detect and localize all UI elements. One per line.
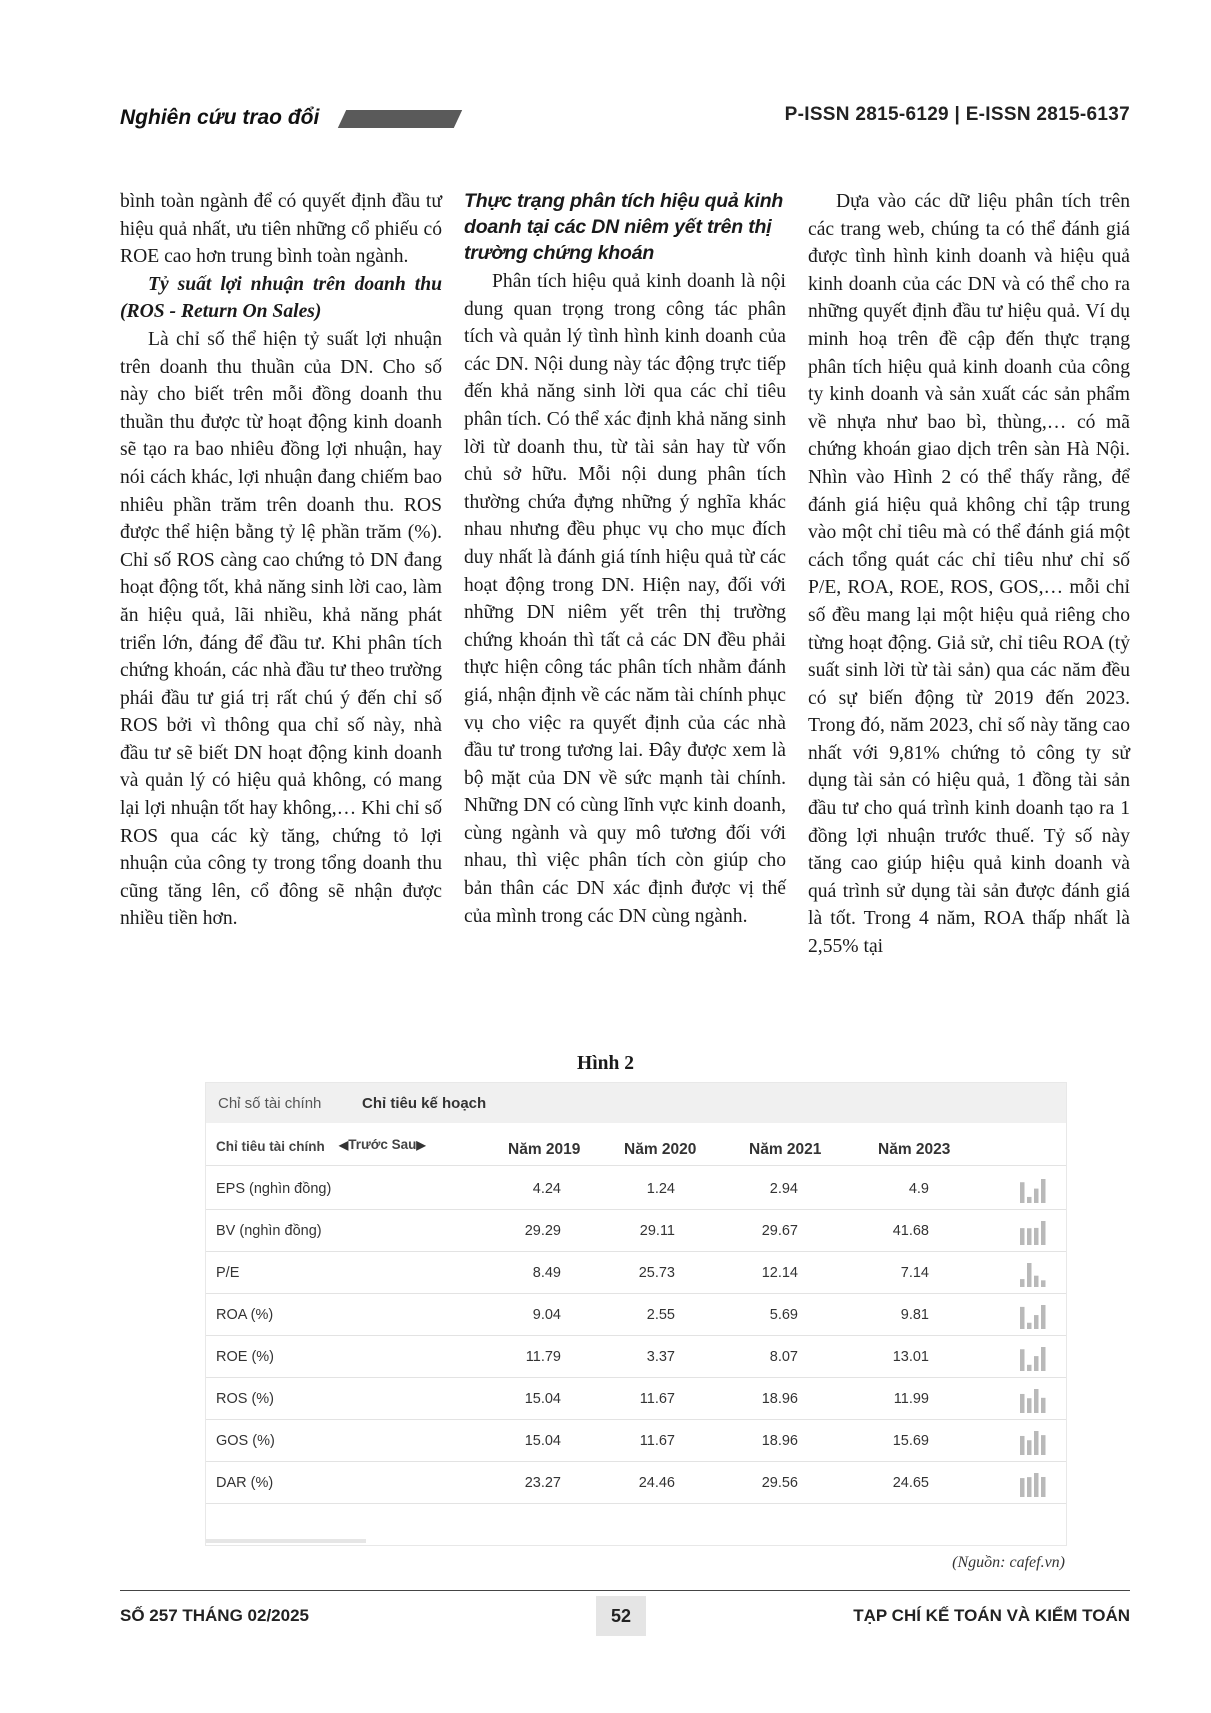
year-header: Năm 2023 <box>878 1141 951 1158</box>
spark-bar <box>1027 1398 1032 1413</box>
figure-tab-bar <box>206 1083 1066 1123</box>
table-row <box>206 1461 1066 1504</box>
row-label: ROS (%) <box>216 1391 274 1407</box>
spark-bar <box>1027 1477 1032 1497</box>
row-label: GOS (%) <box>216 1433 275 1449</box>
figure-source: (Nguồn: cafef.vn) <box>952 1554 1065 1571</box>
mini-bar-chart-icon <box>1019 1429 1049 1455</box>
header-decorative-bar <box>338 110 462 128</box>
spark-bar <box>1034 1473 1039 1497</box>
nav-next-button[interactable]: Sau <box>391 1137 417 1152</box>
value-cell: 9.81 <box>900 1307 929 1323</box>
year-header: Năm 2020 <box>624 1141 697 1158</box>
table-row <box>206 1377 1066 1420</box>
value-cell: 8.49 <box>532 1265 561 1281</box>
value-cell: 29.11 <box>639 1223 675 1239</box>
value-cell: 2.94 <box>769 1181 798 1197</box>
value-cell: 23.27 <box>524 1475 561 1491</box>
column-1 <box>120 188 442 933</box>
spark-bar <box>1041 1280 1046 1287</box>
value-cell: 25.73 <box>638 1265 675 1281</box>
spark-bar <box>1041 1221 1046 1245</box>
column-2 <box>464 188 786 930</box>
triangle-left-icon[interactable]: ◀ <box>339 1138 349 1152</box>
spark-bar <box>1034 1389 1039 1413</box>
section-heading: Thực trạng phân tích hiệu quả kinh doanh tại các DN niêm yết trên thị trường chứng khoán <box>464 190 784 264</box>
table-row <box>206 1419 1066 1462</box>
spark-bar <box>1020 1349 1025 1371</box>
spark-bar <box>1041 1347 1046 1371</box>
paragraph: Dựa vào các dữ liệu phân tích trên các trang web, chúng ta có thể đánh giá được tình hình kinh doanh và hiệu quả kinh doanh của các DN và có thể cho ra những quyết định đầu tư hiệu quả. Ví dụ minh hoạ trên đề cập đến thực trạng phân tích hiệu quả kinh doanh của công ty kinh doanh và sản xuất các sản phẩm về nhựa như bao bì, thùng,… có mã chứng khoán giao dịch trên sàn Hà Nội. Nhìn vào Hình 2 có thể thấy rằng, để đánh giá hiệu quả không chỉ tập trung vào một chỉ tiêu mà có thể đánh giá một cách tổng quát các chỉ tiêu như chỉ số P/E, ROA, ROE, ROS, GOS,… mỗi chỉ số đều mang lại một hiệu quả riêng cho từng hoạt động. Giả sử, chỉ tiêu ROA (tỷ suất sinh lời từ tài sản) qua các năm đều có sự biến động từ 2019 đến 2023. Trong đó, năm 2023, chỉ số này tăng cao nhất với 9,81% chứng tỏ công ty sử dụng tài sản có hiệu quả, 1 đồng tài sản đầu tư cho quá trình kinh doanh tạo ra 1 đồng lợi nhuận trước thuế. Tỷ số này tăng cao giúp hiệu quả kinh doanh và quá trình sử dụng tài sản được đánh giá là tốt. Trong 4 năm, ROA thấp nhất là 2,55% tại <box>808 191 1130 958</box>
value-cell: 4.24 <box>532 1181 561 1197</box>
spark-bar <box>1027 1365 1032 1371</box>
value-cell: 9.04 <box>532 1307 561 1323</box>
value-cell: 7.14 <box>900 1265 929 1281</box>
value-cell: 3.37 <box>646 1349 675 1365</box>
value-cell: 8.07 <box>769 1349 798 1365</box>
year-header: Năm 2019 <box>508 1141 581 1158</box>
nav-prev-button[interactable]: Trước <box>348 1137 388 1152</box>
footer-divider <box>120 1590 1130 1591</box>
value-cell: 15.69 <box>892 1433 929 1449</box>
value-cell: 24.46 <box>638 1475 675 1491</box>
journal-name: TẠP CHÍ KẾ TOÁN VÀ KIỂM TOÁN <box>853 1606 1130 1625</box>
spark-bar <box>1041 1305 1046 1329</box>
table-row <box>206 1209 1066 1252</box>
spark-bar <box>1041 1435 1046 1455</box>
spark-bar <box>1027 1197 1032 1203</box>
value-cell: 5.69 <box>769 1307 798 1323</box>
spark-bar <box>1034 1189 1039 1203</box>
year-header: Năm 2021 <box>749 1141 822 1158</box>
row-label: DAR (%) <box>216 1475 274 1491</box>
spark-bar <box>1020 1279 1025 1287</box>
value-cell: 24.65 <box>892 1475 929 1491</box>
row-label: ROE (%) <box>216 1349 274 1365</box>
row-label: BV (nghìn đồng) <box>216 1223 322 1239</box>
mini-bar-chart-icon <box>1019 1177 1049 1203</box>
column-3 <box>808 188 1130 961</box>
table-row <box>206 1335 1066 1378</box>
spark-bar <box>1020 1436 1025 1455</box>
table-row <box>206 1293 1066 1336</box>
value-cell: 11.99 <box>893 1391 929 1407</box>
tab-financial-ratios[interactable]: Chỉ số tài chính <box>218 1095 322 1112</box>
spark-bar <box>1041 1179 1046 1203</box>
mini-bar-chart-icon <box>1019 1345 1049 1371</box>
value-cell: 2.55 <box>646 1307 675 1323</box>
spark-bar <box>1020 1478 1025 1497</box>
tab-plan-targets[interactable]: Chỉ tiêu kế hoạch <box>362 1095 487 1112</box>
spark-bar <box>1027 1323 1032 1329</box>
value-cell: 18.96 <box>761 1391 798 1407</box>
spark-bar <box>1041 1477 1046 1497</box>
value-cell: 11.79 <box>525 1349 561 1365</box>
spark-bar <box>1020 1228 1025 1245</box>
spark-bar <box>1034 1431 1039 1455</box>
value-cell: 4.9 <box>908 1181 929 1197</box>
row-label: EPS (nghìn đồng) <box>216 1181 332 1197</box>
section-title: Nghiên cứu trao đổi <box>120 106 320 129</box>
value-cell: 1.24 <box>646 1181 675 1197</box>
mini-bar-chart-icon <box>1019 1303 1049 1329</box>
spark-bar <box>1034 1228 1039 1245</box>
issn-label: P-ISSN 2815-6129 | E-ISSN 2815-6137 <box>784 104 1130 125</box>
paragraph: Phân tích hiệu quả kinh doanh là nội dung quan trọng trong công tác phân tích và quản lý tình hình kinh doanh của các DN. Nội dung này tác động trực tiếp đến khả năng sinh lời qua các chỉ tiêu phân tích. Có thể xác định khả năng sinh lời từ doanh thu, từ tài sản hay từ vốn chủ sở hữu. Mỗi nội dung phân tích thường chứa đựng những ý nghĩa khác nhau nhưng đều phục vụ cho mục đích duy nhất là đánh giá tính hiệu quả từ các hoạt động trong DN. Hiện nay, đối với những DN niêm yết trên thị trường chứng khoán thì tất cả các DN đều phải thực hiện công tác phân tích nhằm đánh giá, nhận định về các năm tài chính phục vụ cho việc ra quyết định của các nhà đầu tư trong tương lai. Đây được xem là bộ mặt của DN về sức mạnh tài chính. Những DN có cùng lĩnh vực kinh doanh, cùng ngành và quy mô tương đối với nhau, thì việc phân tích còn giúp cho bản thân các DN xác định được vị thế của mình trong các DN cùng ngành. <box>464 271 786 927</box>
value-cell: 15.04 <box>524 1391 561 1407</box>
value-cell: 29.56 <box>761 1475 798 1491</box>
subheading-ros: Tỷ suất lợi nhuận trên doanh thu (ROS - Return On Sales) <box>120 273 442 323</box>
spark-bar <box>1020 1394 1025 1413</box>
value-cell: 41.68 <box>892 1223 929 1239</box>
spark-bar <box>1034 1315 1039 1329</box>
value-cell: 13.01 <box>892 1349 929 1365</box>
page-number: 52 <box>596 1596 646 1636</box>
page-header <box>120 100 1130 140</box>
spark-bar <box>1041 1398 1046 1413</box>
mini-bar-chart-icon <box>1019 1471 1049 1497</box>
period-nav <box>339 1137 426 1152</box>
row-label: P/E <box>216 1265 240 1281</box>
table-row <box>206 1251 1066 1294</box>
spark-bar <box>1020 1307 1025 1329</box>
triangle-right-icon[interactable]: ▶ <box>416 1138 426 1152</box>
spark-bar <box>1034 1356 1039 1371</box>
table-header <box>206 1125 1066 1166</box>
value-cell: 18.96 <box>761 1433 798 1449</box>
mini-bar-chart-icon <box>1019 1261 1049 1287</box>
horizontal-scrollbar[interactable] <box>206 1539 366 1543</box>
spark-bar <box>1027 1440 1032 1455</box>
spark-bar <box>1027 1228 1032 1245</box>
spark-bar <box>1027 1263 1032 1287</box>
paragraph: Là chỉ số thể hiện tỷ suất lợi nhuận trên doanh thu thuần của DN. Cho số này cho biết trên mỗi đồng doanh thu thuần thu được từ hoạt động kinh doanh sẽ tạo ra bao nhiêu đồng lợi nhuận, hay nói cách khác, lợi nhuận đang chiếm bao nhiêu phần trăm trên doanh thu. ROS được thể hiện bằng tỷ lệ phần trăm (%). Chỉ số ROS càng cao chứng tỏ DN đang hoạt động tốt, khả năng sinh lời cao, làm ăn hiệu quả, lãi nhiều, khả năng phát triển lớn, đáng để đầu tư. Khi phân tích chứng khoán, các nhà đầu tư theo trường phái đầu tư giá trị rất chú ý đến chỉ số ROS bởi vì thông qua chỉ số này, nhà đầu tư sẽ biết DN hoạt động kinh doanh và quản lý có hiệu quả không, có mang lại lợi nhuận tốt hay không,… Khi chỉ số ROS qua các kỳ tăng, chứng tỏ lợi nhuận của công ty trong tổng doanh thu cũng tăng lên, cổ đông sẽ nhận được nhiều tiền hơn. <box>120 328 442 930</box>
mini-bar-chart-icon <box>1019 1219 1049 1245</box>
figure-title: Hình 2 <box>577 1053 634 1074</box>
spark-bar <box>1034 1276 1039 1287</box>
spark-bar <box>1020 1182 1025 1203</box>
mini-bar-chart-icon <box>1019 1387 1049 1413</box>
value-cell: 29.29 <box>524 1223 561 1239</box>
value-cell: 29.67 <box>761 1223 798 1239</box>
paragraph: bình toàn ngành để có quyết định đầu tư hiệu quả nhất, ưu tiên những cổ phiếu có ROE cao hơn trung bình toàn ngành. <box>120 191 442 268</box>
header-label: Chỉ tiêu tài chính <box>216 1139 325 1154</box>
value-cell: 11.67 <box>639 1433 675 1449</box>
financial-table-figure <box>205 1082 1067 1546</box>
table-row <box>206 1167 1066 1210</box>
issue-label: SỐ 257 THÁNG 02/2025 <box>120 1606 309 1625</box>
value-cell: 11.67 <box>639 1391 675 1407</box>
row-label: ROA (%) <box>216 1307 274 1323</box>
value-cell: 12.14 <box>761 1265 798 1281</box>
value-cell: 15.04 <box>524 1433 561 1449</box>
